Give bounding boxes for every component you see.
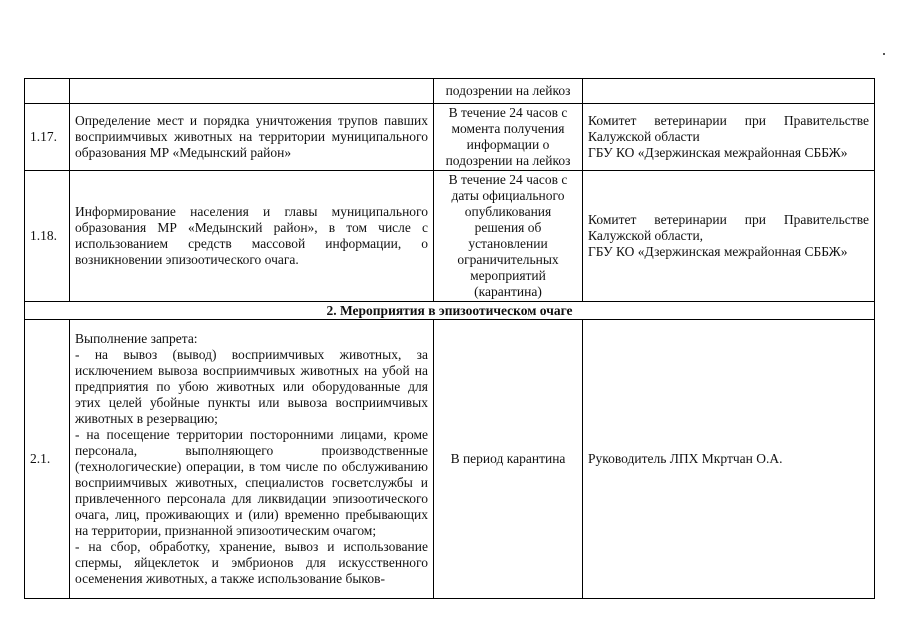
action-cell: Выполнение запрета: - на вывоз (вывод) восприимчивых животных, за исключением вывоза восприимчивых животных на убой на предприятия по убою животных или оборудованные для этих целей убойные пункты или вывоза восприимчивых животных в резервацию; - на посещение территории посторонними лицами, кроме персонала, выполняющего производственные (технологические) операции, в том числе по обслуживанию восприимчивых животных, специалистов госветслужбы и привлеченного персонала для ликвидации эпизоотического очага, лиц, проживающих и (или) временно пребывающих на территории, признанной эпизоотическим очагом; - на сбор, обработку, хранение, вывоз и использование спермы, яйцеклеток и эмбрионов для искусственного осеменения животных, а также использование быков- <box>70 320 434 599</box>
responsible-cell: Комитет ветеринарии при Правительстве Калужской области, ГБУ КО «Дзержинская межрайонная СББЖ» <box>583 171 875 302</box>
term-cell: В течение 24 часов с даты официального опубликования решения об установлении ограничительных мероприятий (карантина) <box>434 171 583 302</box>
responsible-cell: Комитет ветеринарии при Правительстве Калужской области ГБУ КО «Дзержинская межрайонная СББЖ» <box>583 104 875 171</box>
action-cell: Определение мест и порядка уничтожения трупов павших восприимчивых животных на территории муниципального образования МР «Медынский район» <box>70 104 434 171</box>
table-row <box>25 320 875 599</box>
section-header-row <box>25 302 875 320</box>
table-row <box>25 104 875 171</box>
responsible-cell: Руководитель ЛПХ Мкртчан О.А. <box>583 320 875 599</box>
row-number-cell <box>25 79 70 104</box>
row-number-cell: 1.17. <box>25 104 70 171</box>
table-row <box>25 79 875 104</box>
term-cell: подозрении на лейкоз <box>434 79 583 104</box>
row-number-cell: 2.1. <box>25 320 70 599</box>
action-cell <box>70 79 434 104</box>
term-cell: В течение 24 часов с момента получения информации о подозрении на лейкоз <box>434 104 583 171</box>
page-speck <box>883 53 885 55</box>
action-cell: Информирование населения и главы муниципального образования МР «Медынский район», в том числе с использованием средств массовой информации, о возникновении эпизоотического очага. <box>70 171 434 302</box>
section-title: 2. Мероприятия в эпизоотическом очаге <box>25 302 875 320</box>
row-number-cell: 1.18. <box>25 171 70 302</box>
responsible-cell <box>583 79 875 104</box>
measures-table <box>24 78 875 599</box>
table-row <box>25 171 875 302</box>
term-cell: В период карантина <box>434 320 583 599</box>
